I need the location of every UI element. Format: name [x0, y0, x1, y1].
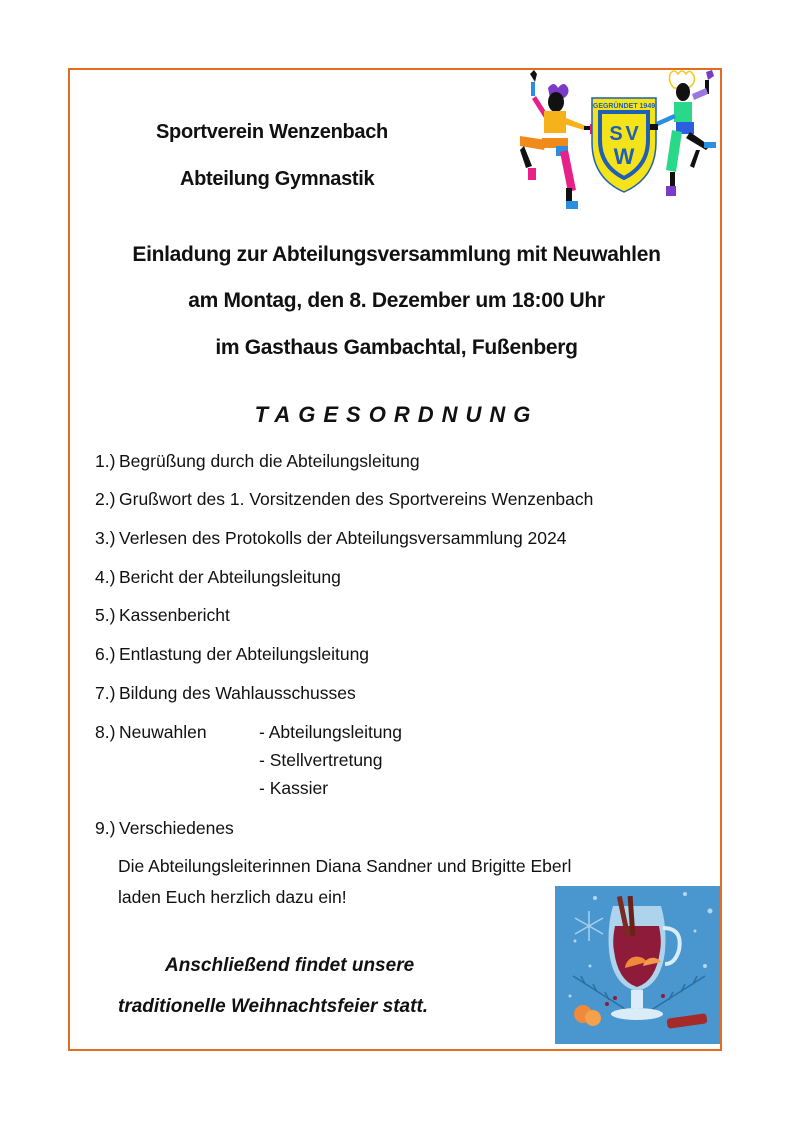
- agenda-item: 3.) Verlesen des Protokolls der Abteilungsversammlung 2024: [95, 528, 567, 548]
- festive-line-2: traditionelle Weihnachtsfeier statt.: [118, 996, 429, 1017]
- agenda-item: 2.) Grußwort des 1. Vorsitzenden des Sportvereins Wenzenbach: [95, 489, 594, 509]
- club-logo-dancers: [520, 68, 720, 213]
- svg-text:S: S: [609, 123, 623, 145]
- invitation-title: Einladung zur Abteilungsversammlung mit Neuwahlen: [132, 243, 661, 266]
- invitation-date: am Montag, den 8. Dezember um 18:00 Uhr: [188, 289, 605, 312]
- svw-shield-icon: [592, 98, 656, 192]
- svg-text:V: V: [625, 123, 639, 145]
- agenda-item: 1.) Begrüßung durch die Abteilungsleitung: [95, 451, 420, 471]
- department-name: Abteilung Gymnastik: [180, 168, 375, 190]
- mulled-wine-image: [555, 886, 720, 1044]
- agenda-item: 9.) Verschiedenes: [95, 818, 234, 838]
- agenda-item: 6.) Entlastung der Abteilungsleitung: [95, 644, 370, 664]
- agenda-item: 5.) Kassenbericht: [95, 605, 230, 625]
- closing-signatories: Die Abteilungsleiterinnen Diana Sandner und Brigitte Eberl: [118, 856, 572, 876]
- invitation-location: im Gasthaus Gambachtal, Fußenberg: [215, 336, 578, 359]
- closing-invite: laden Euch herzlich dazu ein!: [118, 887, 347, 907]
- svg-text:W: W: [613, 144, 635, 169]
- festive-line-1: Anschließend findet unsere: [165, 955, 415, 976]
- agenda-item: 7.) Bildung des Wahlausschusses: [95, 683, 356, 703]
- dancer-left-icon: [520, 70, 596, 209]
- agenda-item: 4.) Bericht der Abteilungsleitung: [95, 567, 341, 587]
- election-position: - Stellvertretung: [259, 750, 383, 770]
- club-name: Sportverein Wenzenbach: [156, 121, 388, 143]
- election-position: - Kassier: [259, 778, 329, 798]
- agenda-item: 8.) Neuwahlen: [95, 722, 207, 742]
- dancer-right-icon: [650, 70, 716, 196]
- agenda-heading: TAGESORDNUNG: [254, 402, 539, 427]
- svg-text:GEGRÜNDET 1949: GEGRÜNDET 1949: [592, 103, 656, 110]
- election-position: - Abteilungsleitung: [259, 722, 403, 742]
